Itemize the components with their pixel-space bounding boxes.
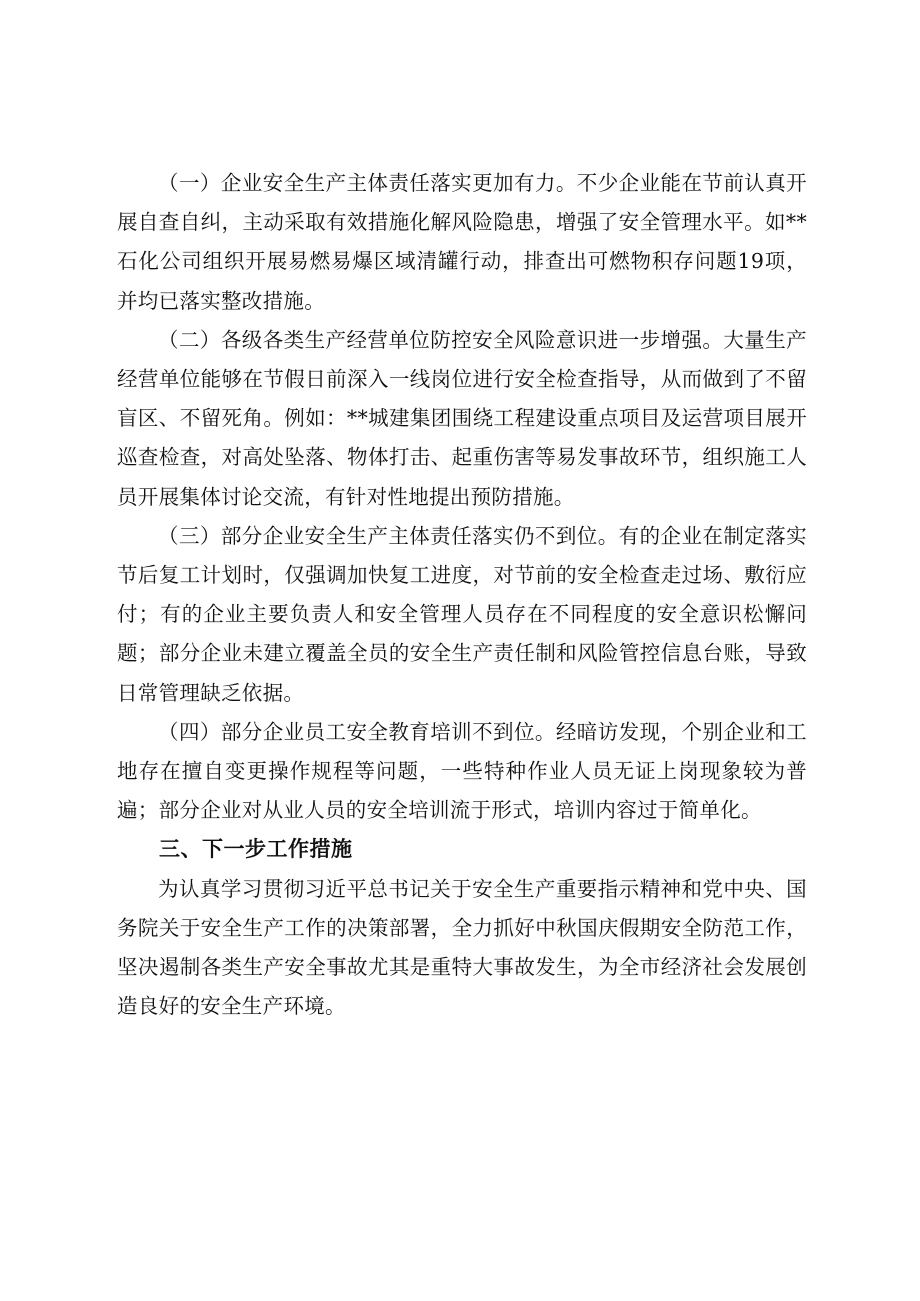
paragraph-risk-awareness: （二）各级各类生产经营单位防控安全风险意识进一步增强。大量生产经营单位能够在节假日前深入一线岗位进行安全检查指导，从而做到了不留盲区、不留死角。例如：**城建集团围绕工程建设重点项目及运营项目展开巡查检查，对高处坠落、物体打击、起重伤害等易发事故环节，组织施工人员开展集体讨论交流，有针对性地提出预防措施。: [117, 327, 807, 509]
paragraph-responsibility-gaps: （三）部分企业安全生产主体责任落实仍不到位。有的企业在制定落实节后复工计划时，仅强调加快复工进度，对节前的安全检查走过场、敷衍应付；有的企业主要负责人和安全管理人员存在不同程度的安全意识松懈问题；部分企业未建立覆盖全员的安全生产责任制和风险管控信息台账，导致日常管理缺乏依据。: [117, 523, 807, 705]
paragraph-next-steps-intro: 为认真学习贯彻习近平总书记关于安全生产重要指示精神和党中央、国务院关于安全生产工作的决策部署，全力抓好中秋国庆假期安全防范工作，坚决遏制各类生产安全事故尤其是重特大事故发生，为全市经济社会发展创造良好的安全生产环境。: [117, 876, 807, 1019]
section-heading-next-steps: 三、下一步工作措施: [159, 837, 353, 862]
paragraph-enterprise-responsibility: （一）企业安全生产主体责任落实更加有力。不少企业能在节前认真开展自查自纠，主动采取有效措施化解风险隐患，增强了安全管理水平。如**石化公司组织开展易燃易爆区域清罐行动，排查出可燃物积存问题19项，并均已落实整改措施。: [117, 171, 807, 313]
paragraph-training-gaps: （四）部分企业员工安全教育培训不到位。经暗访发现，个别企业和工地存在擅自变更操作规程等问题，一些特种作业人员无证上岗现象较为普遍；部分企业对从业人员的安全培训流于形式，培训内容过于简单化。: [117, 719, 807, 823]
document-body: [117, 164, 807, 1026]
